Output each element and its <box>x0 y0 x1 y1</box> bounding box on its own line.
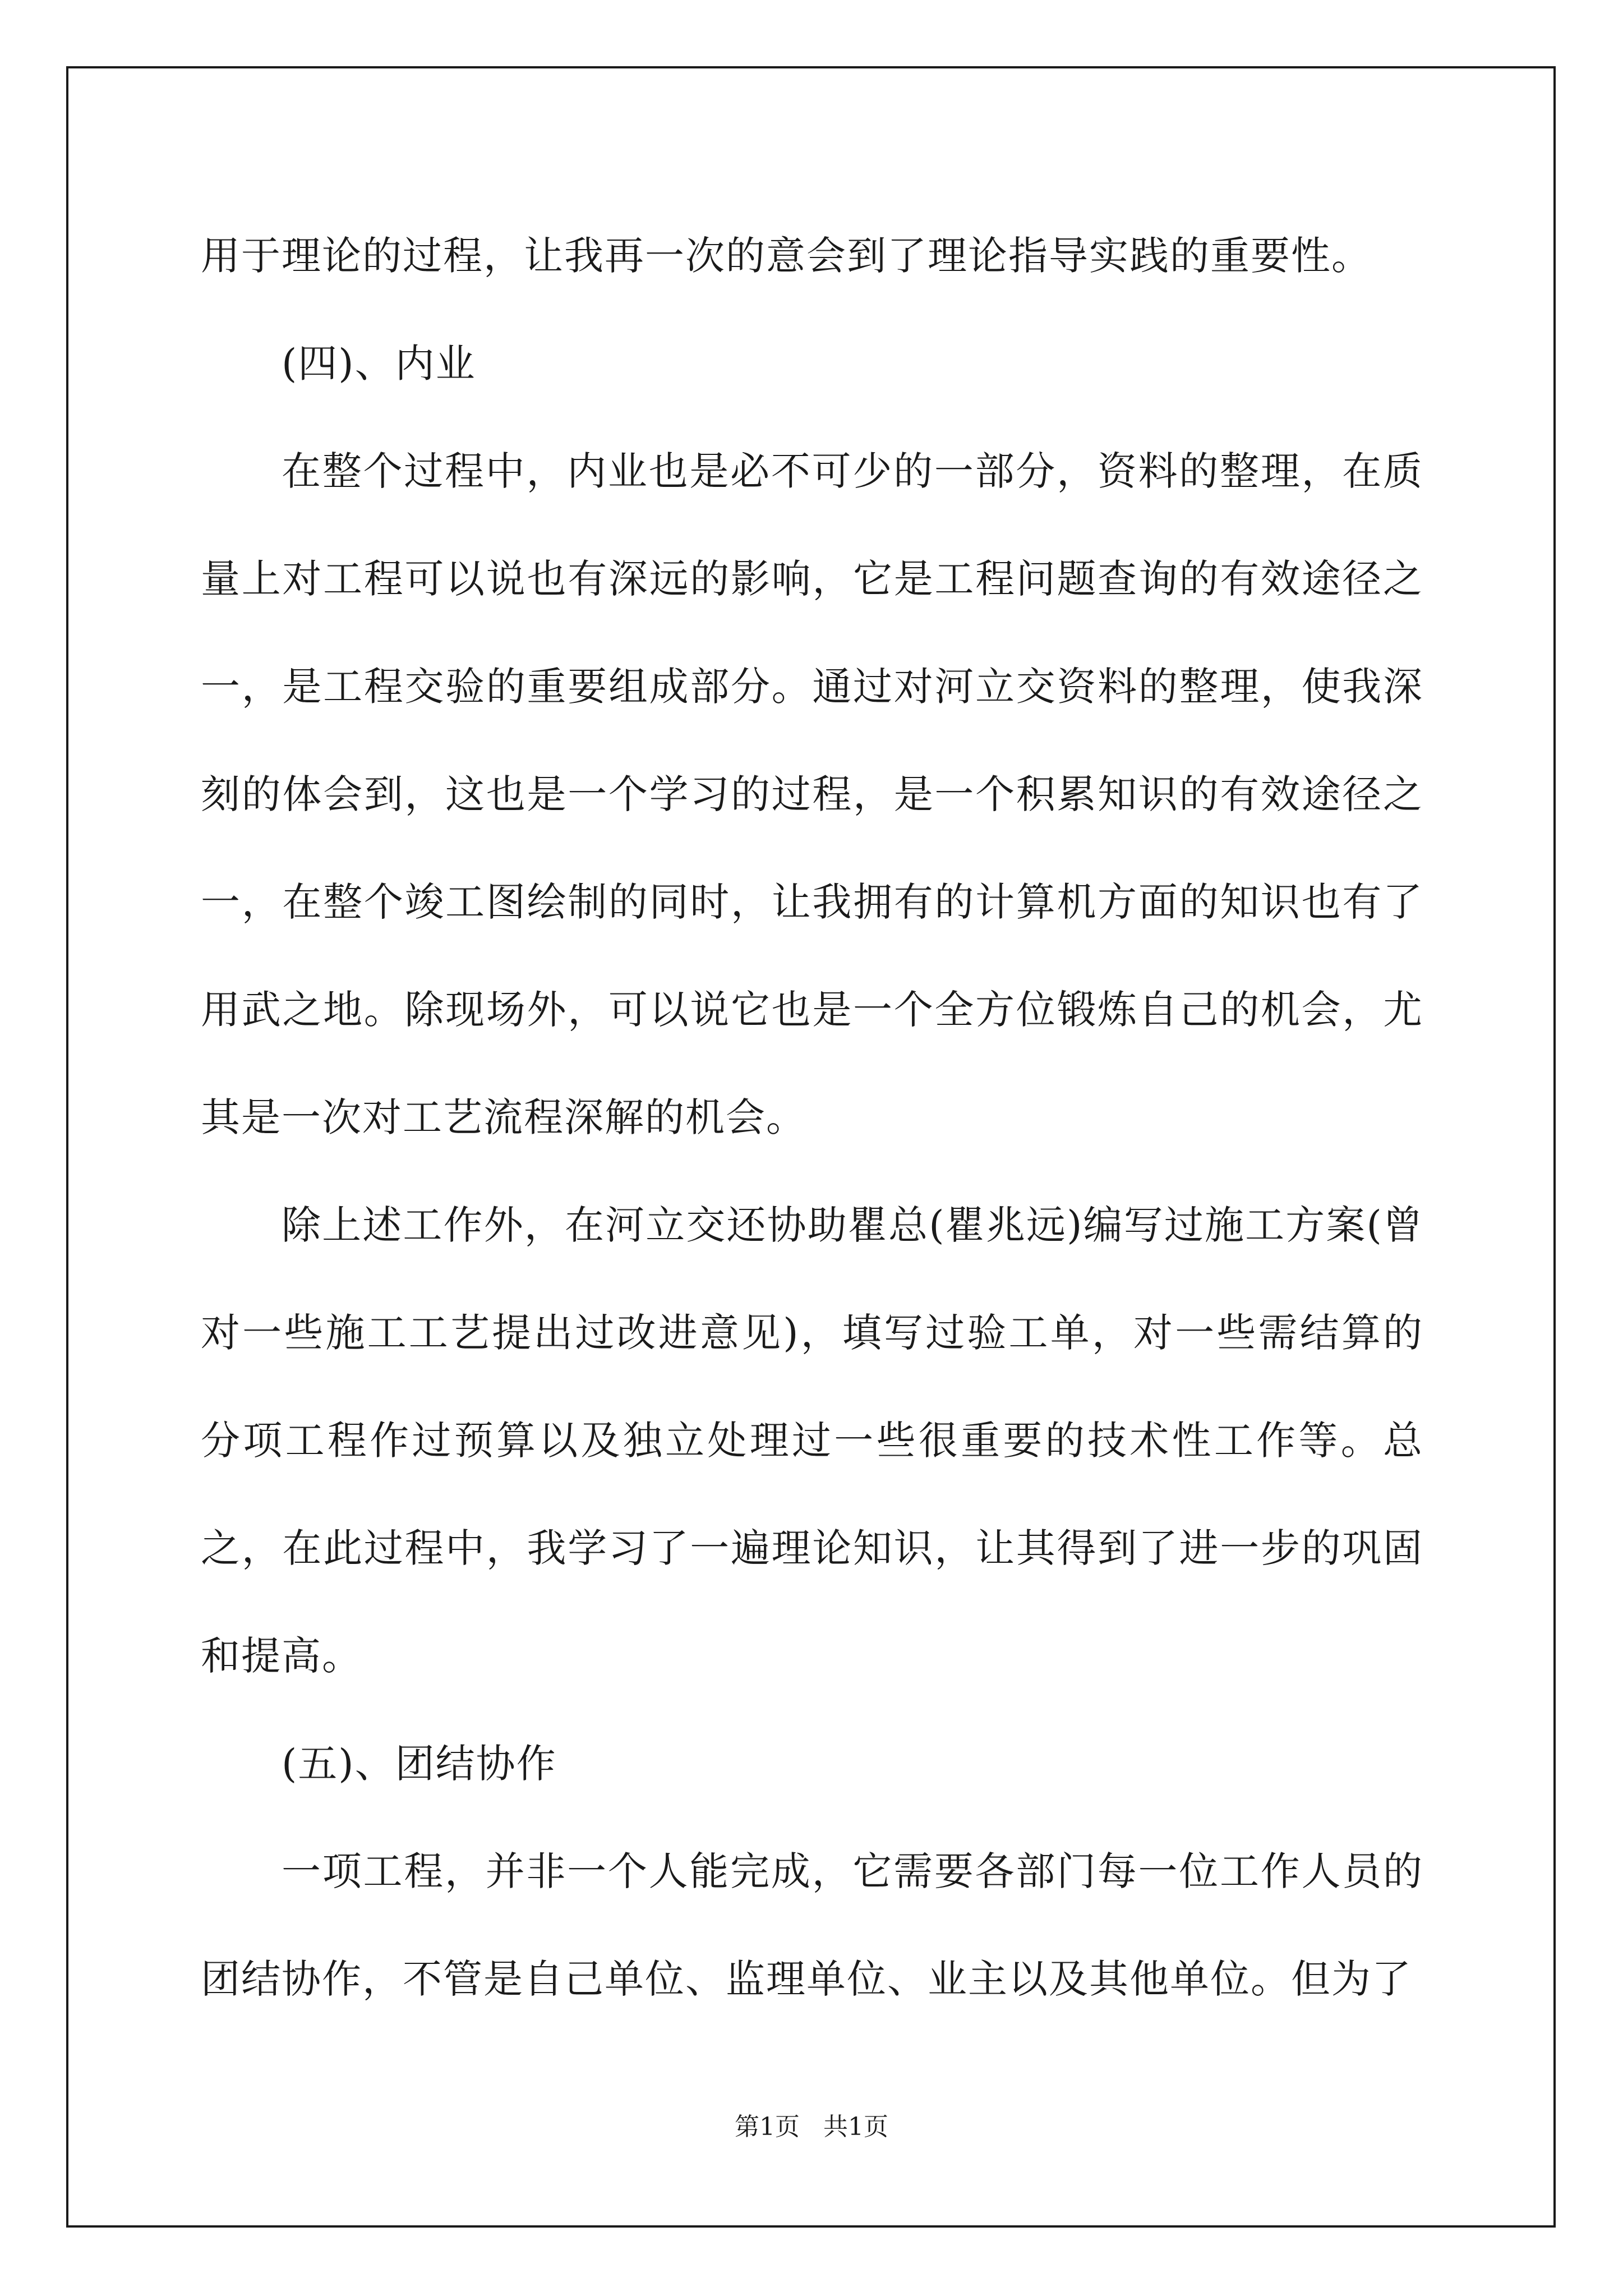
document-body <box>201 202 1423 2033</box>
paragraph-2: 在整个过程中，内业也是必不可少的一部分，资料的整理，在质量上对工程可以说也有深远的影响，它是工程问题查询的有效途径之一，是工程交验的重要组成部分。通过对河立交资料的整理，使我深刻的体会到，这也是一个学习的过程，是一个积累知识的有效途径之一，在整个竣工图绘制的同时，让我拥有的计算机方面的知识也有了用武之地。除现场外，可以说它也是一个全方位锻炼自己的机会，尤其是一次对工艺流程深解的机会。 <box>201 448 1423 1140</box>
page-footer: 第1页 共1页 <box>735 2113 888 2141</box>
paragraph-3: 除上述工作外，在河立交还协助瞿总(瞿兆远)编写过施工方案(曾对一些施工工艺提出过改进意见)，填写过验工单，对一些需结算的分项工程作过预算以及独立处理过一些很重要的技术性工作等。总之，在此过程中，我学习了一遍理论知识，让其得到了进一步的巩固和提高。 <box>201 1202 1423 1679</box>
section-heading-5: (五)、团结协作 <box>282 1741 557 1787</box>
paragraph-4: 一项工程，并非一个人能完成，它需要各部门每一位工作人员的团结协作，不管是自己单位、监理单位、业主以及其他单位。但为了 <box>201 1848 1423 2002</box>
section-heading-4: (四)、内业 <box>282 341 476 386</box>
paragraph-1: 用于理论的过程，让我再一次的意会到了理论指导实践的重要性。 <box>201 233 1372 279</box>
